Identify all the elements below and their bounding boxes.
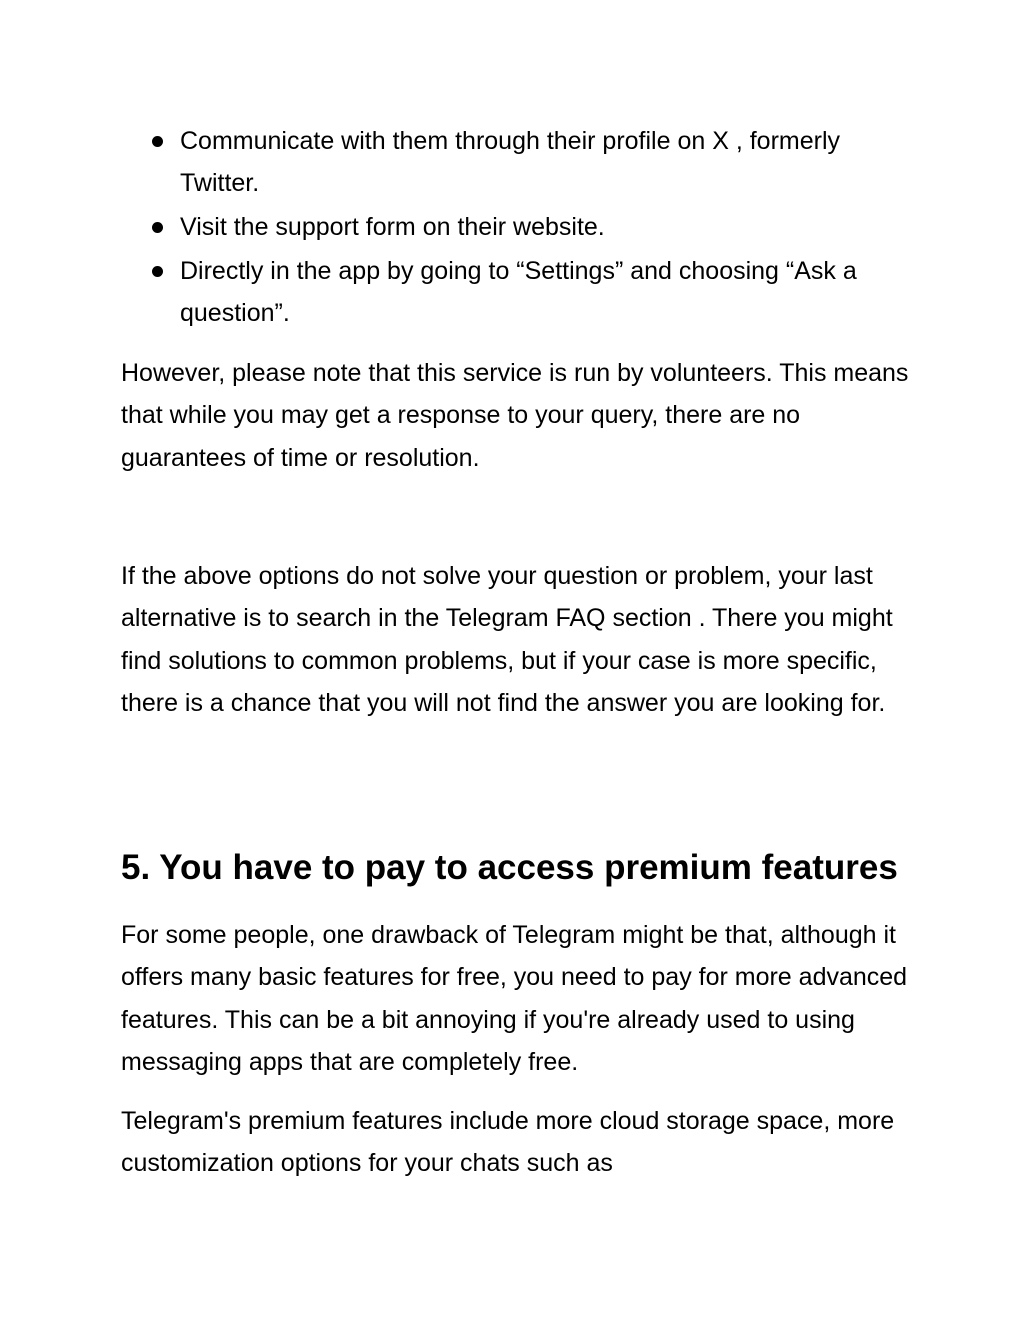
volunteers-note-paragraph: However, please note that this service is run by volunteers. This means that while you may get a response to your query, there are no guarantees of time or resolution.	[121, 359, 909, 472]
bullet-icon	[152, 222, 163, 233]
bullet-icon	[152, 136, 163, 147]
faq-alternative-paragraph: If the above options do not solve your question or problem, your last alternative is to search in the Telegram FAQ section . There you might find solutions to common problems, but if your case is more specific, there is a chance that you will not find the answer you are looking for.	[121, 562, 893, 717]
list-item	[150, 250, 890, 334]
list-item-text: Communicate with them through their profile on X , formerly Twitter.	[180, 127, 840, 197]
bullet-icon	[152, 266, 163, 277]
premium-drawback-paragraph: For some people, one drawback of Telegram might be that, although it offers many basic features for free, you need to pay for more advanced features. This can be a bit annoying if you're already used to using messaging apps that are completely free.	[121, 921, 908, 1076]
section-heading: 5. You have to pay to access premium features	[121, 848, 898, 887]
list-item	[150, 120, 890, 204]
support-options-list	[150, 120, 890, 336]
premium-features-paragraph: Telegram's premium features include more cloud storage space, more customization options for your chats such as	[121, 1107, 895, 1178]
list-item	[150, 206, 890, 248]
list-item-text: Directly in the app by going to “Settings” and choosing “Ask a question”.	[180, 257, 857, 327]
list-item-text: Visit the support form on their website.	[180, 213, 605, 241]
